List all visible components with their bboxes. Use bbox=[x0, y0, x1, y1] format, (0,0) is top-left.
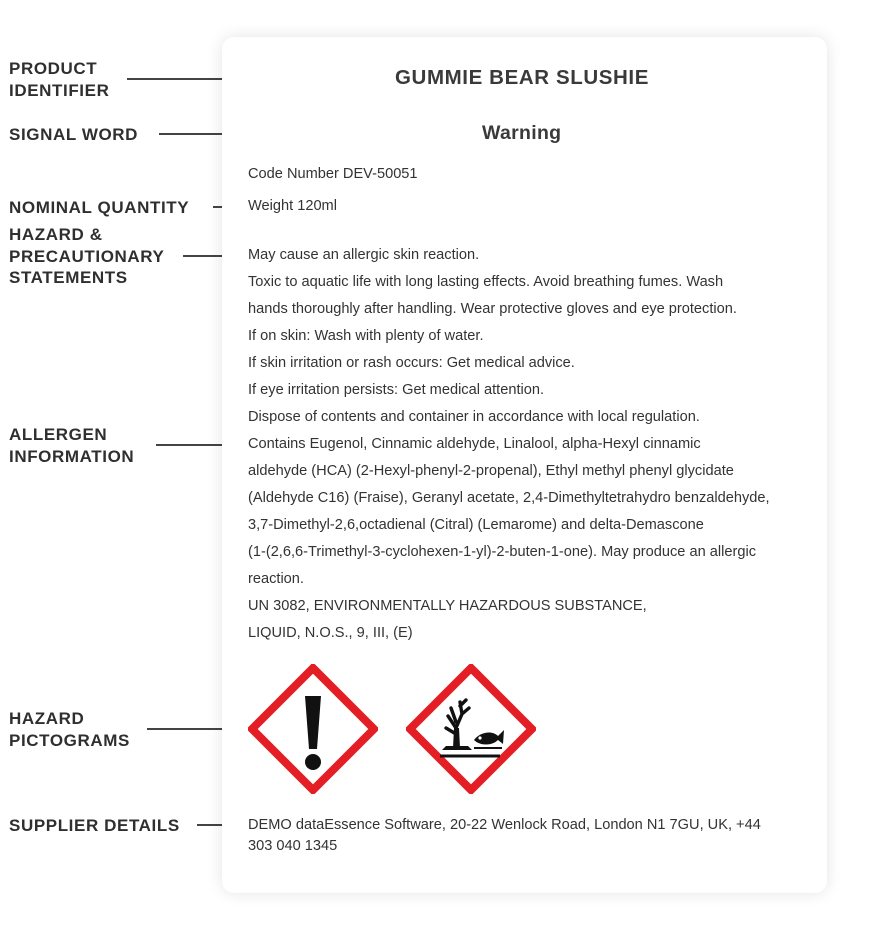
callout-line: IDENTIFIER bbox=[9, 80, 110, 100]
statement-line: If on skin: Wash with plenty of water. bbox=[248, 328, 484, 344]
code-number bbox=[248, 161, 808, 188]
statement-line: Dispose of contents and container in accordance with local regulation. bbox=[248, 409, 700, 425]
code-number-text: Code Number DEV-50051 bbox=[248, 166, 418, 182]
hazard-statements bbox=[248, 242, 808, 647]
supplier-line: 303 040 1345 bbox=[248, 838, 338, 854]
statement-line: If skin irritation or rash occurs: Get medical advice. bbox=[248, 355, 575, 371]
transport-line: UN 3082, ENVIRONMENTALLY HAZARDOUS SUBSTANCE, bbox=[248, 598, 647, 614]
statement-line: Toxic to aquatic life with long lasting effects. Avoid breathing fumes. Wash bbox=[248, 274, 724, 290]
supplier-details bbox=[248, 815, 808, 857]
callout-line: INFORMATION bbox=[9, 446, 135, 466]
callout-allergen-information bbox=[9, 424, 134, 467]
weight bbox=[248, 193, 808, 220]
allergen-line: (Aldehyde C16) (Fraise), Geranyl acetate, 2,4-Dimethyltetrahydro benzaldehyde, bbox=[248, 490, 770, 506]
callout-nominal-quantity: NOMINAL QUANTITY bbox=[9, 198, 190, 217]
callout-line: STATEMENTS bbox=[9, 268, 128, 287]
statement-line: May cause an allergic skin reaction. bbox=[248, 247, 480, 263]
callout-line: HAZARD bbox=[9, 709, 85, 728]
callout-hazard-pictograms bbox=[9, 708, 130, 751]
statement-line: If eye irritation persists: Get medical attention. bbox=[248, 382, 545, 398]
callout-supplier-details: SUPPLIER DETAILS bbox=[9, 816, 180, 835]
callout-signal-word: SIGNAL WORD bbox=[9, 125, 139, 144]
allergen-line: reaction. bbox=[248, 571, 304, 587]
allergen-line: (1-(2,6,6-Trimethyl-3-cyclohexen-1-yl)-2-buten-1-one). May produce an allergic bbox=[248, 544, 757, 560]
signal-word: Warning bbox=[482, 122, 562, 144]
transport-line: LIQUID, N.O.S., 9, III, (E) bbox=[248, 625, 413, 641]
callout-line: PICTOGRAMS bbox=[9, 730, 130, 750]
statement-line: hands thoroughly after handling. Wear protective gloves and eye protection. bbox=[248, 301, 737, 317]
weight-text: Weight 120ml bbox=[248, 198, 337, 214]
callout-line: PRODUCT bbox=[9, 59, 98, 78]
allergen-line: 3,7-Dimethyl-2,6,octadienal (Citral) (Lemarome) and delta-Demascone bbox=[248, 517, 704, 533]
allergen-line: Contains Eugenol, Cinnamic aldehyde, Linalool, alpha-Hexyl cinnamic bbox=[248, 436, 701, 452]
environment-hazard-icon bbox=[406, 664, 536, 794]
callout-hazard-statements bbox=[9, 224, 164, 289]
allergen-line: aldehyde (HCA) (2-Hexyl-phenyl-2-propenal), Ethyl methyl phenyl glycidate bbox=[248, 463, 734, 479]
supplier-line: DEMO dataEssence Software, 20-22 Wenlock Road, London N1 7GU, UK, +44 bbox=[248, 817, 761, 833]
callout-line: PRECAUTIONARY bbox=[9, 246, 165, 266]
exclamation-mark-icon bbox=[248, 664, 378, 794]
callout-product-identifier bbox=[9, 58, 109, 101]
callout-line: ALLERGEN bbox=[9, 425, 108, 444]
product-name: GUMMIE BEAR SLUSHIE bbox=[395, 66, 649, 89]
callout-line: HAZARD & bbox=[9, 225, 103, 244]
